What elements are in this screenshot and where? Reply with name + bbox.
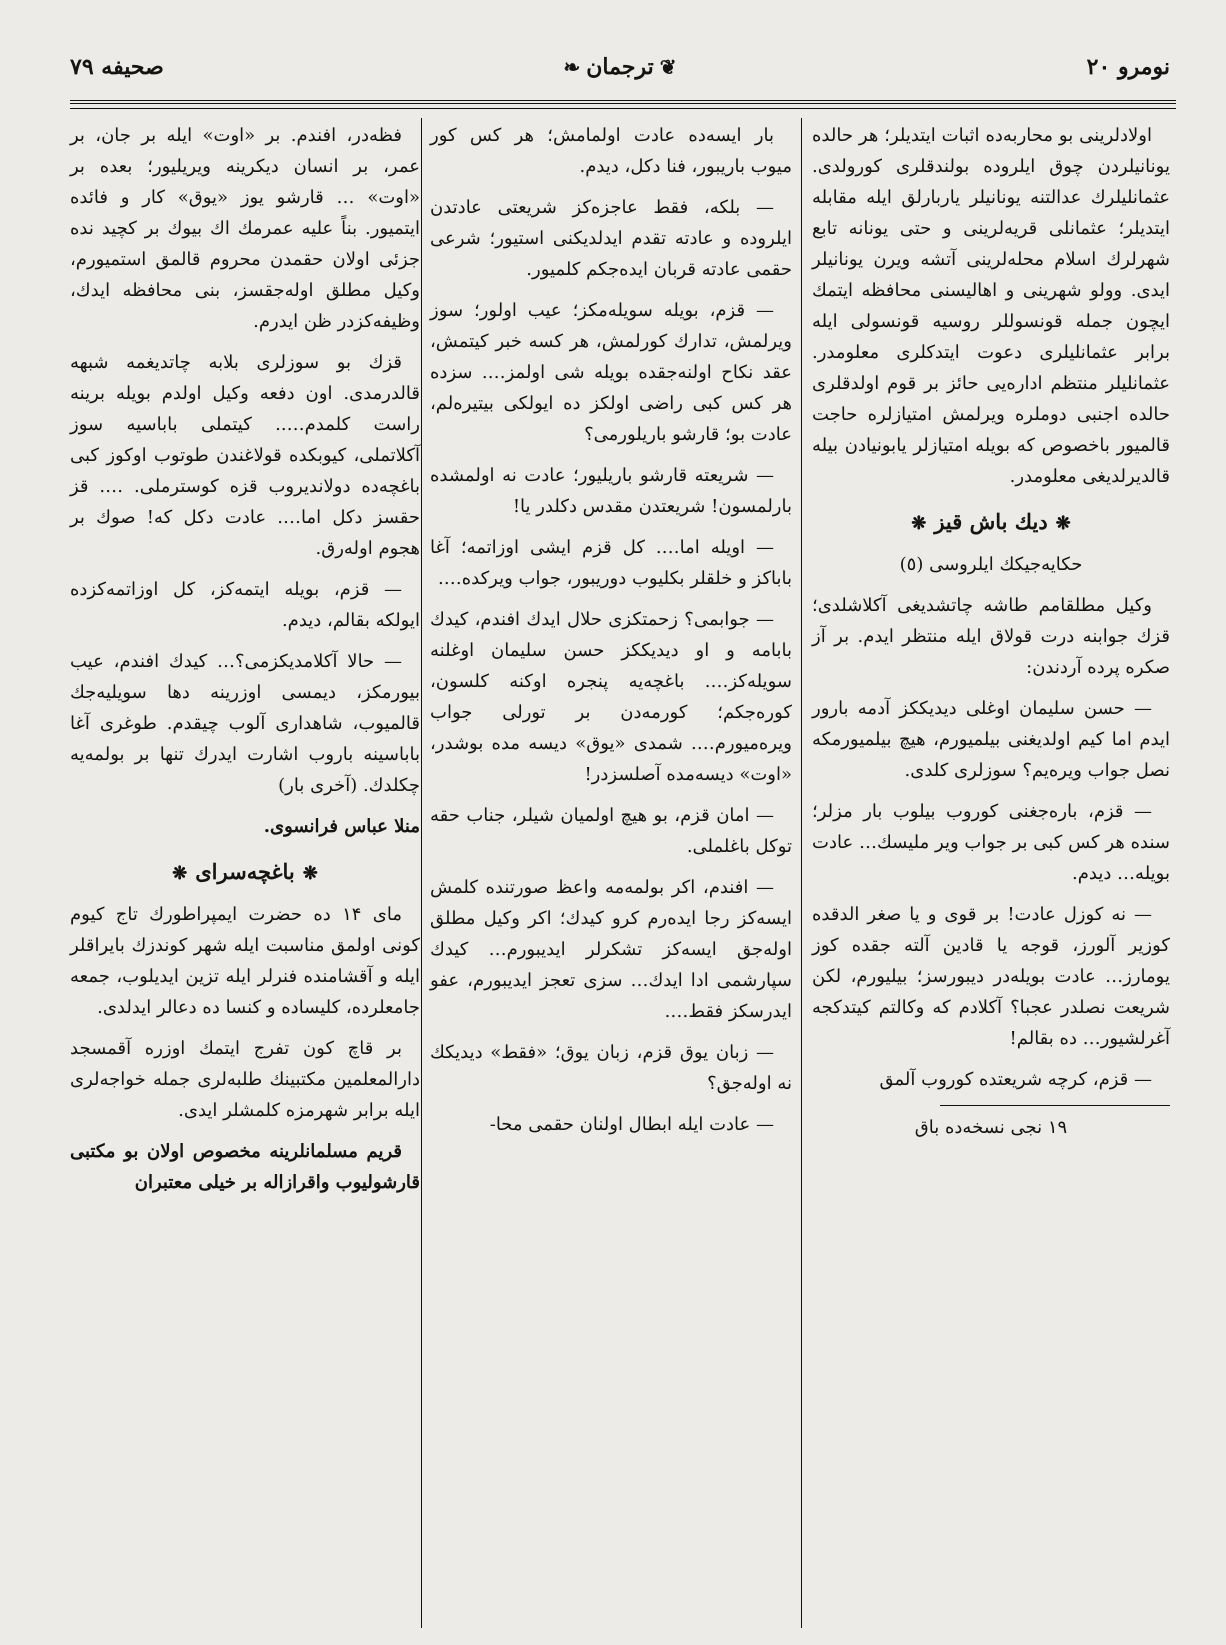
paragraph: — حسن سلیمان اوغلی دیدیککز آدمه بارور ایدم اما کیم اولدیغنی بیلمیورم، هیچ بیلمیورمکه نصل جواب ویره‌یم؟ سوزلری کلدی.: [812, 698, 1170, 781]
section-subtitle: حکایه‌جیکك ایلروسی (٥): [899, 554, 1083, 575]
header-rule: [70, 100, 1176, 104]
paragraph: — اویله اما…. کل قزم ایشی اوزاتمه؛ آغا باباکز و خلقلر بکلیوب دوریبور، جواب ویرکده….: [430, 537, 792, 589]
ornament-icon: ❦: [659, 55, 677, 79]
page-number: صحیفه ۷۹: [70, 54, 164, 80]
ornament-icon: ❧: [563, 55, 581, 79]
column-left: [70, 120, 420, 1208]
section-title-text: باغچه‌سرای: [195, 859, 295, 884]
paragraph: — قزم، کرچه شریعتده کوروب آلمق: [879, 1069, 1152, 1090]
paragraph: — امان قزم، بو هیچ اولمیان شیلر، جناب حقه توکل باغلملی.: [430, 805, 792, 857]
paragraph: قزك بو سوزلری بلابه چاتدیغمه شبهه قالدرمدی. اون دفعه وکیل اولدم بویله برینه راست کلمدم….. کیتملی باباسیه سوز آکلاتملی، کیوبکده قولاغندن طوتوب اوکوز کبی باغچه‌ده دولاندیروب قزه کوسترملی. …. قز حقسز دکل اما…. عادت دکل که! صوك بر هجوم اوله‌رق.: [70, 352, 420, 559]
section-title: [70, 856, 420, 889]
paragraph: مای ۱۴ ده حضرت ایمپراطورك تاج کیوم کونی اولمق مناسبت ایله شهر کوندزك بایراقلر ایله و آقشامنده فنرلر ایله تزین ایدیلوب، جمعه جامعلرده، کلیساده و کنسا ده دعالر ایدلدی.: [70, 904, 420, 1018]
paragraph: — قزم، باره‌جغنی کوروب بیلوب بار مزلر؛ سنده هر کس کبی بر جواب ویر ملیسك… عادت بویله… دیدم.: [812, 801, 1170, 884]
paragraph: — زبان یوق قزم، زبان یوق؛ «فقط» دیدیکك نه اوله‌جق؟: [430, 1042, 792, 1094]
ornament-icon: ❋: [911, 513, 927, 534]
paragraph: — نه کوزل عادت! بر قوی و یا صغر الدقده کوزیر آلورز، قوجه یا قادین آلته جقده کوز یومارز… عادت بویله‌در دیبورسز؛ بیلیورم، لکن شریعت نصلدر عجبا؟ آکلادم که وکالتم کیتدکجه آغرلشیور… ده بقالم!: [812, 904, 1170, 1049]
author-signature: منلا عباس فرانسوی.: [263, 816, 420, 837]
column-divider: [421, 118, 422, 1628]
paragraph: — جوابمی؟ زحمتکزی حلال ایدك افندم، کیدك بابامه و او دیدیککز حسن سلیمان اوغلنه سویله‌کز…. باغچه‌یه پنجره اوکنه کلسون، کوره‌جکم؛ کورمه‌دن بر تورلی جواب ویره‌میورم…. شمدی «یوق» دیسه مده بوشدر، «اوت» دیسه‌مده آصلسزدر!: [430, 609, 792, 785]
header-rule-thin: [70, 108, 1176, 109]
paragraph: — قزم، بویله ایتمه‌کز، کل اوزاتمه‌کزده ایولکه بقالم، دیدم.: [70, 579, 420, 631]
page-header: [70, 42, 1170, 92]
newspaper-title: ترجمان: [586, 54, 654, 80]
paragraph: قریم مسلمانلرینه مخصوص اولان بو مکتبی قارشولیوب واقرازاله بر خیلی معتبران: [70, 1141, 420, 1193]
issue-number: نومرو ۲۰: [1086, 54, 1170, 80]
paragraph: — افندم، اکر بولمه‌مه واعظ صورتنده کلمش ایسه‌کز رجا ایده‌رم کرو کیدك؛ اکر وکیل مطلق اوله‌جق ایسه‌کز تشکرلر ایدیبورم… کیدك سپارشمی ادا ایدك… سزی تعجز ایدیبورم، عفو ایدرسکز فقط….: [430, 877, 792, 1022]
paragraph: — عادت ایله ابطال اولنان حقمی محا-: [489, 1114, 774, 1135]
paragraph: بر قاچ کون تفرج ایتمك اوزره آقمسجد دارالمعلمین مکتبینك طلبه‌لری جمله خواجه‌لری ایله برابر شهرمزه کلمشلر ایدی.: [70, 1038, 420, 1121]
column-middle: [430, 120, 792, 1150]
ornament-icon: ❋: [172, 863, 188, 884]
column-right: [812, 120, 1170, 1143]
column-divider: [801, 118, 802, 1628]
footnote: ۱۹ نجی نسخه‌ده باق: [914, 1117, 1068, 1138]
masthead: [70, 54, 1170, 80]
paragraph: — بلکه، فقط عاجزه‌کز شریعتی عادتدن ایلروده و عادته تقدم ایدلدیکنی استیور؛ شرعی حقمی عادته قربان ایده‌جکم کلمیور.: [430, 197, 792, 280]
paragraph: — حالا آکلامدیکزمی؟… کیدك افندم، عیب بیورمکز، دیمسی اوزرینه دها سویلیه‌جك قالمیوب، شاهداری آلوب چیقدم. طوغری آغا باباسینه باروب اشارت ایدرك تنها بر بولمه‌یه چکلدك. (آخری بار): [70, 651, 420, 796]
footnote-rule: [940, 1105, 1170, 1106]
section-title-text: دیك باش قیز: [934, 509, 1048, 534]
paragraph: فظه‌در، افندم. بر «اوت» ایله بر جان، بر عمر، بر انسان دیکرینه ویریلیور؛ بعده بر «اوت» … قارشو یوز «یوق» کار و فائده ایتمیور. بناً علیه عمرمك اك بیوك بر کچید نده جزئی اولان حقمدن محروم قالمق استمیورم، وکیل مطلق اوله‌جقسز، بنی محافظه ایدك، وظیفه‌کزدر ظن ایدرم.: [70, 125, 420, 332]
ornament-icon: ❋: [302, 863, 318, 884]
paragraph: — شریعته قارشو باریلیور؛ عادت نه اولمشده بارلمسون! شریعتدن مقدس دکلدر یا!: [430, 465, 792, 517]
paragraph: — قزم، بویله سویله‌مکز؛ عیب اولور؛ سوز ویرلمش، تدارك کورلمش، هر کسه خبر کیتمش، عقد نکاح اولنه‌جقده بویله شی اولمز…. سزده هر کس کبی راضی اولکز ده ایولکی بیتیره‌لم، عادت بو؛ قارشو باریلورمی؟: [430, 300, 792, 445]
paragraph: بار ایسه‌ده عادت اولمامش؛ هر کس کور میوب باریبور، فنا دکل، دیدم.: [430, 125, 792, 177]
paragraph: وکیل مطلقامم طاشه چاتشدیغی آکلاشلدی؛ قزك جوابنه درت قولاق ایله منتظر ایدم. بر آز صکره پرده آردندن:: [812, 595, 1170, 678]
ornament-icon: ❋: [1055, 513, 1071, 534]
section-title: [812, 506, 1170, 539]
paragraph: اولادلرینی بو محاربه‌ده اثبات ایتدیلر؛ هر حالده یونانیلردن چوق ایلروده بولندقلری کورولدی. عثمانلیلرك عدالتنه یونانیلر یاربارلق ایله مقابله ایتدیلر؛ عثمانلی قریه‌لرینی و حتی یونانه تابع شهرلرك اسلام محله‌لرینی آتشه ویرن یونانیلر ایدی. وولو شهرینی و اهالیسنی محافظه ایتمك ایچون جمله قونسوللر روسیه قونسولی ایله برابر عثمانلیلری دعوت ایتدکلری معلومدر. عثمانلیلر منتظم اداره‌یی حائز بر قوم اولدقلری حالده اجنبی دوملره ویرلمش امتیازلره حاجت قالمیور باخصوص که بویله امتیازلر یابونیادن بیله قالدیرلدیغی معلومدر.: [812, 125, 1170, 487]
